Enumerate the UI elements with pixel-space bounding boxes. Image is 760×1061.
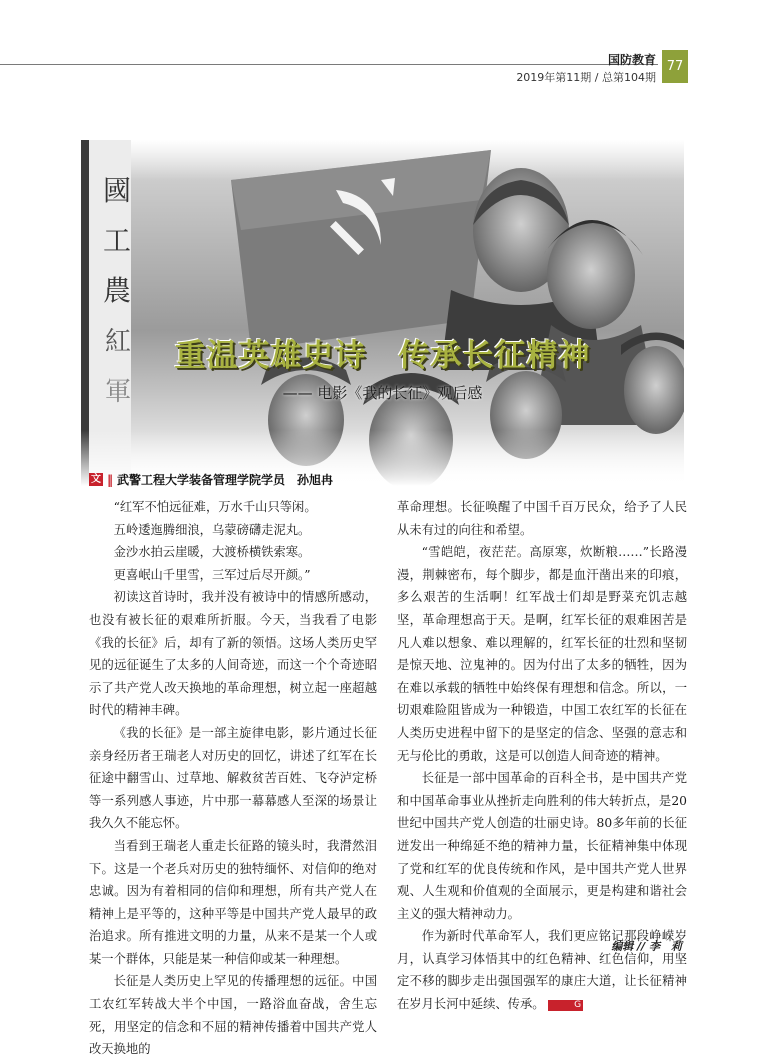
paragraph: 初读这首诗时，我并没有被诗中的情感所感动，也没有被长征的艰难所折服。今天，当我看了电影《我的长征》后，却有了新的领悟。这场人类历史罕见的远征诞生了太多的人间奇迹，而这一个个奇迹昭示了共产党人改天换地的革命理想，树立起一座超越时代的精神丰碑。 — [89, 590, 377, 718]
poem-line: 金沙水拍云崖暖，大渡桥横铁索寒。 — [113, 545, 311, 560]
paragraph: 当看到王瑞老人重走长征路的镜头时，我潸然泪下。这是一个老兵对历史的独特缅怀、对信仰的绝对忠诚。因为有着相同的信仰和理想，所有共产党人在精神上是平等的，这种平等是中国共产党人最早的政治追求。所有推进文明的力量，从来不是某一个人或某一个群体，只能是某一种信仰或某一种理想。 — [89, 838, 377, 966]
magazine-name: 国防教育 — [607, 53, 656, 67]
paragraph: 长征是一部中国革命的百科全书，是中国共产党和中国革命事业从挫折走向胜利的伟大转折点，是20世纪中国共产党人创造的壮丽史诗。80多年前的长征迸发出一种绵延不绝的精神力量，长征精神集中体现了党和红军的优良传统和作风，是中国共产党人世界观、人生观和价值观的全面展示，更是构建和谐社会主义的强大精神动力。 — [397, 771, 687, 921]
issue-info: 2019年第11期 / 总第104期 — [516, 71, 656, 84]
hero-image — [81, 140, 684, 486]
poem-line: “红军不怕远征难，万水千山只等闲。 — [113, 500, 317, 514]
left-column — [89, 496, 377, 1061]
paragraph: 长征是人类历史上罕见的传播理想的远征。中国工农红军转战大半个中国，一路浴血奋战，舍生忘死，用坚定的信念和不屈的精神传播着中国共产党人改天换地的 — [89, 974, 377, 1057]
banner-char-5: 軍 — [105, 377, 132, 407]
banner-char-3: 農 — [103, 274, 132, 307]
byline-divider: ‖ — [107, 472, 113, 487]
hero-photo-illustration — [81, 140, 684, 486]
banner-char-4: 紅 — [105, 327, 132, 357]
paragraph: “雪皑皑，夜茫茫。高原寒，炊断粮……”长路漫漫，荆棘密布，每个脚步，都是血汗凿出来的印痕，多么艰苦的生活啊！红军战士们却是野菜充饥志越坚，革命理想高于天。是啊，红军长征的艰难困苦是凡人难以想象、难以理解的，红军长征的壮烈和坚韧是惊天地、泣鬼神的。因为付出了太多的牺牲，因为在难以承载的牺牲中始终保有理想和信念。所以，一切艰难险阻皆成为一种锻造，中国工农红军的长征在人类历史进程中留下的是坚定的信念、坚强的意志和无与伦比的勇敢，这是可以创造人间奇迹的精神。 — [397, 545, 687, 763]
article-title: 重温英雄史诗 传承长征精神 — [174, 338, 591, 374]
banner-char-1: 國 — [103, 174, 132, 207]
header-rule — [0, 64, 658, 65]
banner-char-2: 工 — [103, 224, 132, 257]
poem-line: 更喜岷山千里雪，三军过后尽开颜。” — [113, 567, 311, 582]
byline-author: 武警工程大学装备管理学院学员 孙旭冉 — [117, 473, 334, 487]
byline — [89, 471, 333, 488]
editor-credit: 编辑 // 李 莉 — [611, 940, 682, 953]
paragraph: 《我的长征》是一部主旋律电影，影片通过长征亲身经历者王瑞老人对历史的回忆，讲述了红军在长征途中翻雪山、过草地、解救贫苦百姓、飞夺泸定桥等一系列感人事迹，片中那一幕幕感人至深的场景让我久久不能忘怀。 — [89, 725, 377, 831]
poem-line: 五岭逶迤腾细浪，乌蒙磅礴走泥丸。 — [113, 522, 311, 537]
paragraph: 革命理想。长征唤醒了中国千百万民众，给予了人民从未有过的向往和希望。 — [397, 500, 687, 537]
article-subtitle: —— 电影《我的长征》观后感 — [282, 384, 483, 402]
page-number: 77 — [662, 50, 688, 83]
byline-tag: 文 — [91, 474, 101, 485]
closing-paragraph-text: 作为新时代革命军人，我们更应铭记那段峥嵘岁月，认真学习体悟其中的红色精神、红色信仰，用坚定不移的脚步走出强国强军的康庄大道，让长征精神在岁月长河中延续、传承。 — [397, 929, 687, 1012]
end-mark-icon: G — [548, 1000, 584, 1011]
